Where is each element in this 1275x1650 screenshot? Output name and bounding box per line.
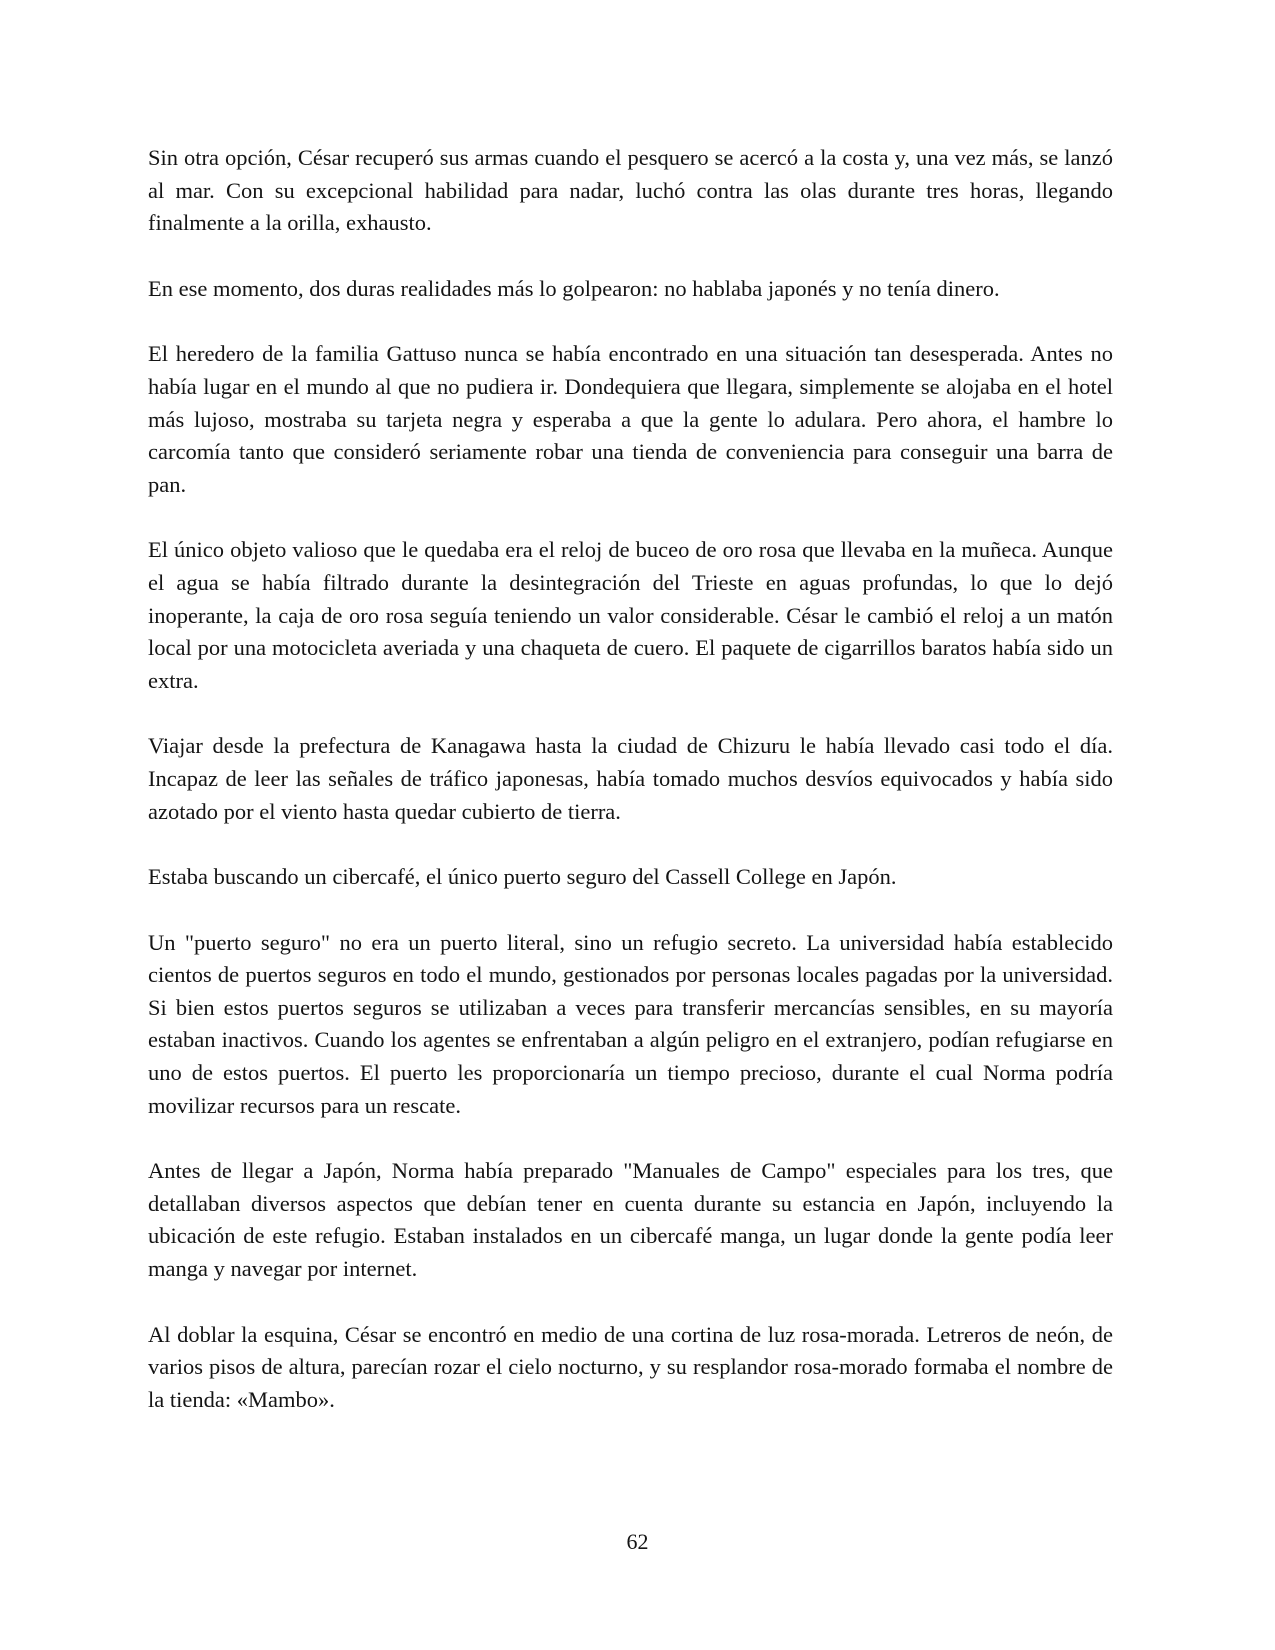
page-body	[148, 142, 1113, 1522]
paragraph-8: Antes de llegar a Japón, Norma había preparado "Manuales de Campo" especiales para los tres, que detallaban diversos aspectos que debían tener en cuenta durante su estancia en Japón, incluyendo la ubicación de este refugio. Estaban instalados en un cibercafé manga, un lugar donde la gente podía leer manga y navegar por internet.	[148, 1158, 1113, 1282]
paragraph-7: Un "puerto seguro" no era un puerto literal, sino un refugio secreto. La universidad había establecido cientos de puertos seguros en todo el mundo, gestionados por personas locales pagadas por la universidad. Si bien estos puertos seguros se utilizaban a veces para transferir mercancías sensibles, en su mayoría estaban inactivos. Cuando los agentes se enfrentaban a algún peligro en el extranjero, podían refugiarse en uno de estos puertos. El puerto les proporcionaría un tiempo precioso, durante el cual Norma podría movilizar recursos para un rescate.	[148, 929, 1113, 1118]
paragraph-1: Sin otra opción, César recuperó sus armas cuando el pesquero se acercó a la costa y, una vez más, se lanzó al mar. Con su excepcional habilidad para nadar, luchó contra las olas durante tres horas, llegando finalmente a la orilla, exhausto.	[148, 145, 1113, 236]
paragraph-5: Viajar desde la prefectura de Kanagawa hasta la ciudad de Chizuru le había llevado casi todo el día. Incapaz de leer las señales de tráfico japonesas, había tomado muchos desvíos equivocados y había sido azotado por el viento hasta quedar cubierto de tierra.	[148, 733, 1113, 824]
paragraph-9: Al doblar la esquina, César se encontró en medio de una cortina de luz rosa-morada. Letreros de neón, de varios pisos de altura, parecían rozar el cielo nocturno, y su resplandor rosa-morado formaba el nombre de la tienda: «Mambo».	[148, 1321, 1113, 1412]
paragraph-4: El único objeto valioso que le quedaba era el reloj de buceo de oro rosa que llevaba en la muñeca. Aunque el agua se había filtrado durante la desintegración del Trieste en aguas profundas, lo que lo dejó inoperante, la caja de oro rosa seguía teniendo un valor considerable. César le cambió el reloj a un matón local por una motocicleta averiada y una chaqueta de cuero. El paquete de cigarrillos baratos había sido un extra.	[148, 537, 1113, 693]
paragraph-2: En ese momento, dos duras realidades más lo golpearon: no hablaba japonés y no tenía dinero.	[148, 275, 1000, 301]
paragraph-6: Estaba buscando un cibercafé, el único puerto seguro del Cassell College en Japón.	[148, 864, 897, 890]
paragraph-3: El heredero de la familia Gattuso nunca se había encontrado en una situación tan desesperada. Antes no había lugar en el mundo al que no pudiera ir. Dondequiera que llegara, simplemente se alojaba en el hotel más lujoso, mostraba su tarjeta negra y esperaba a que la gente lo adulara. Pero ahora, el hambre lo carcomía tanto que consideró seriamente robar una tienda de conveniencia para conseguir una barra de pan.	[148, 341, 1113, 497]
page-number: 62	[626, 1529, 649, 1554]
